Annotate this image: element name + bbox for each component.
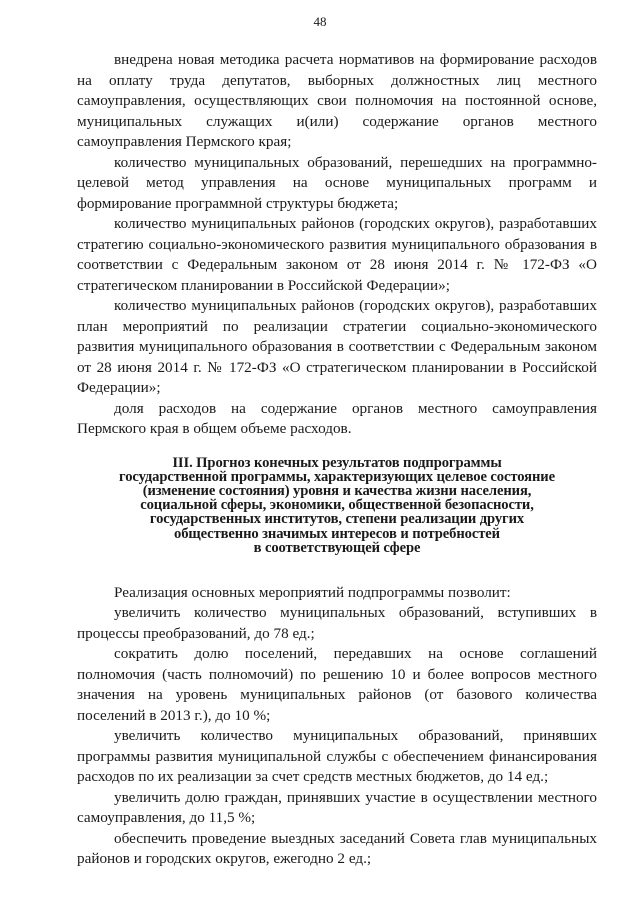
heading-line: государственных институтов, степени реализации других xyxy=(149,511,525,528)
paragraph: обеспечить проведение выездных заседаний Совета глав муниципальных районов и городских округов, ежегодно 2 ед.; xyxy=(77,829,597,868)
paragraph: внедрена новая методика расчета нормативов на формирование расходов на оплату труда депутатов, выборных должностных лиц местного самоуправления, осуществляющих свои полномочия на постоянной основе, муниципальных служащих и(или) содержание органов местного самоуправления Пермского края; xyxy=(77,51,597,150)
section-spacer xyxy=(77,555,597,583)
paragraph: количество муниципальных районов (городских округов), разработавших стратегию социально-экономического развития муниципального образования в соответствии с Федеральным законом от 28 июня 2014 г. № 172-ФЗ «О стратегическом планировании в Российской Федерации»; xyxy=(77,215,597,294)
heading-line: социальной сферы, экономики, общественной безопасности, xyxy=(140,497,534,514)
paragraph: количество муниципальных образований, перешедших на программно-целевой метод управления на основе муниципальных программ и формирование программной структуры бюджета; xyxy=(77,153,597,212)
section-heading xyxy=(77,456,597,555)
paragraph: Реализация основных мероприятий подпрограммы позволит: xyxy=(114,583,511,601)
page-number: 48 xyxy=(313,14,327,29)
paragraph: доля расходов на содержание органов местного самоуправления Пермского края в общем объеме расходов. xyxy=(77,399,597,437)
paragraph: количество муниципальных районов (городских округов), разработавших план мероприятий по реализации стратегии социально-экономического развития муниципального образования в соответствии с Федеральным законом от 28 июня 2014 г. № 172-ФЗ «О стратегическом планировании в Российской Федерации»; xyxy=(77,297,597,396)
document-body xyxy=(77,50,597,870)
paragraph: сократить долю поселений, передавших на основе соглашений полномочия (часть полномочий) по решению 10 и более вопросов местного значения на уровень муниципальных районов (от базового количества поселений в 2013 г.), до 10 %; xyxy=(77,645,597,724)
heading-line: общественно значимых интересов и потребностей xyxy=(174,525,500,542)
heading-line: в соответствующей сфере xyxy=(253,539,421,556)
paragraph: увеличить количество муниципальных образований, принявших программы развития муниципальной службы с обеспечением финансирования расходов по их реализации за счет средств местных бюджетов, до 14 ед.; xyxy=(77,727,597,786)
heading-line: III. Прогноз конечных результатов подпрограммы xyxy=(172,454,502,471)
heading-line: (изменение состояния) уровня и качества жизни населения, xyxy=(142,482,532,499)
paragraph: увеличить долю граждан, принявших участие в осуществлении местного самоуправления, до 11,5 %; xyxy=(77,788,597,827)
paragraph: увеличить количество муниципальных образований, вступивших в процессы преобразований, до 78 ед.; xyxy=(77,604,597,642)
heading-line: государственной программы, характеризующих целевое состояние xyxy=(119,468,555,485)
